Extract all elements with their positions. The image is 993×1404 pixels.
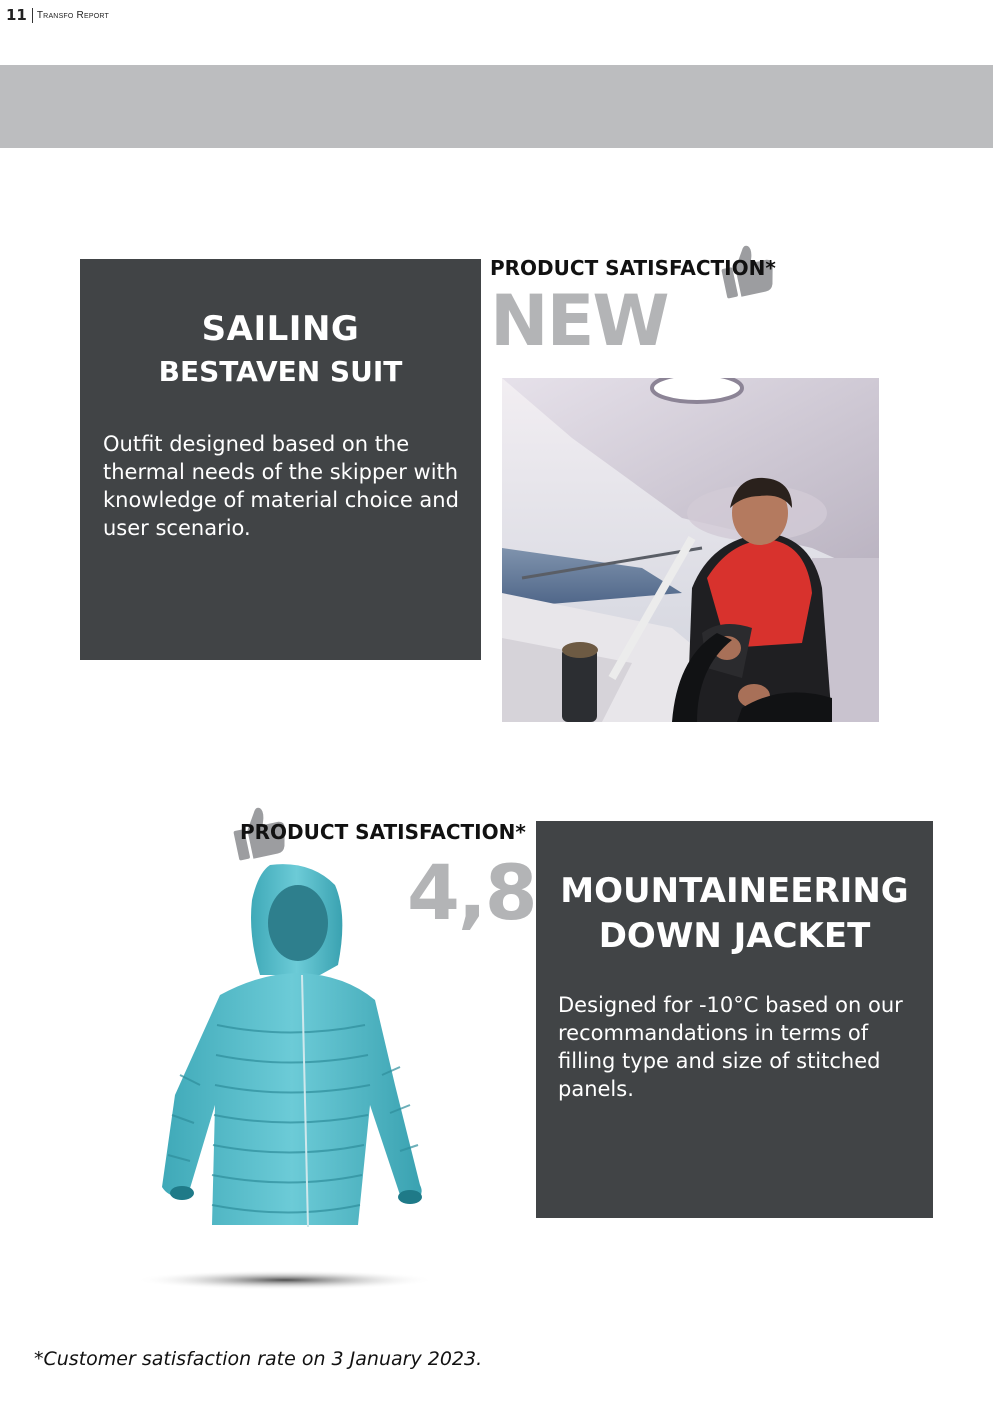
mountaineering-panel: [536, 821, 933, 1218]
sailing-panel: [80, 259, 481, 660]
down-jacket-photo: [120, 855, 460, 1300]
page-number: 11: [6, 6, 27, 24]
header-banner: [0, 65, 993, 148]
header-divider: [32, 8, 33, 23]
mountaineering-description: Designed for -10°C based on our recommandations in terms of filling type and size of stitched panels.: [558, 993, 903, 1101]
mountaineering-satisfaction-label: PRODUCT SATISFACTION*: [240, 820, 526, 844]
sailing-description: Outfit designed based on the thermal needs of the skipper with knowledge of material choice and user scenario.: [103, 432, 459, 540]
page-header: [6, 6, 109, 24]
sailing-title: SAILING: [201, 309, 360, 349]
sailing-satisfaction-label: PRODUCT SATISFACTION*: [490, 256, 776, 280]
mountaineering-subtitle: DOWN JACKET: [598, 916, 871, 956]
report-name: Transfo Report: [36, 9, 109, 21]
mountaineering-satisfaction-value: 4,8: [407, 848, 536, 937]
sailor-photo: [502, 378, 879, 722]
footnote: *Customer satisfaction rate on 3 January 2023.: [34, 1348, 483, 1370]
sailing-satisfaction-value: NEW: [490, 280, 668, 362]
mountaineering-title: MOUNTAINEERING: [560, 871, 909, 911]
sailing-subtitle: BESTAVEN SUIT: [158, 355, 403, 388]
